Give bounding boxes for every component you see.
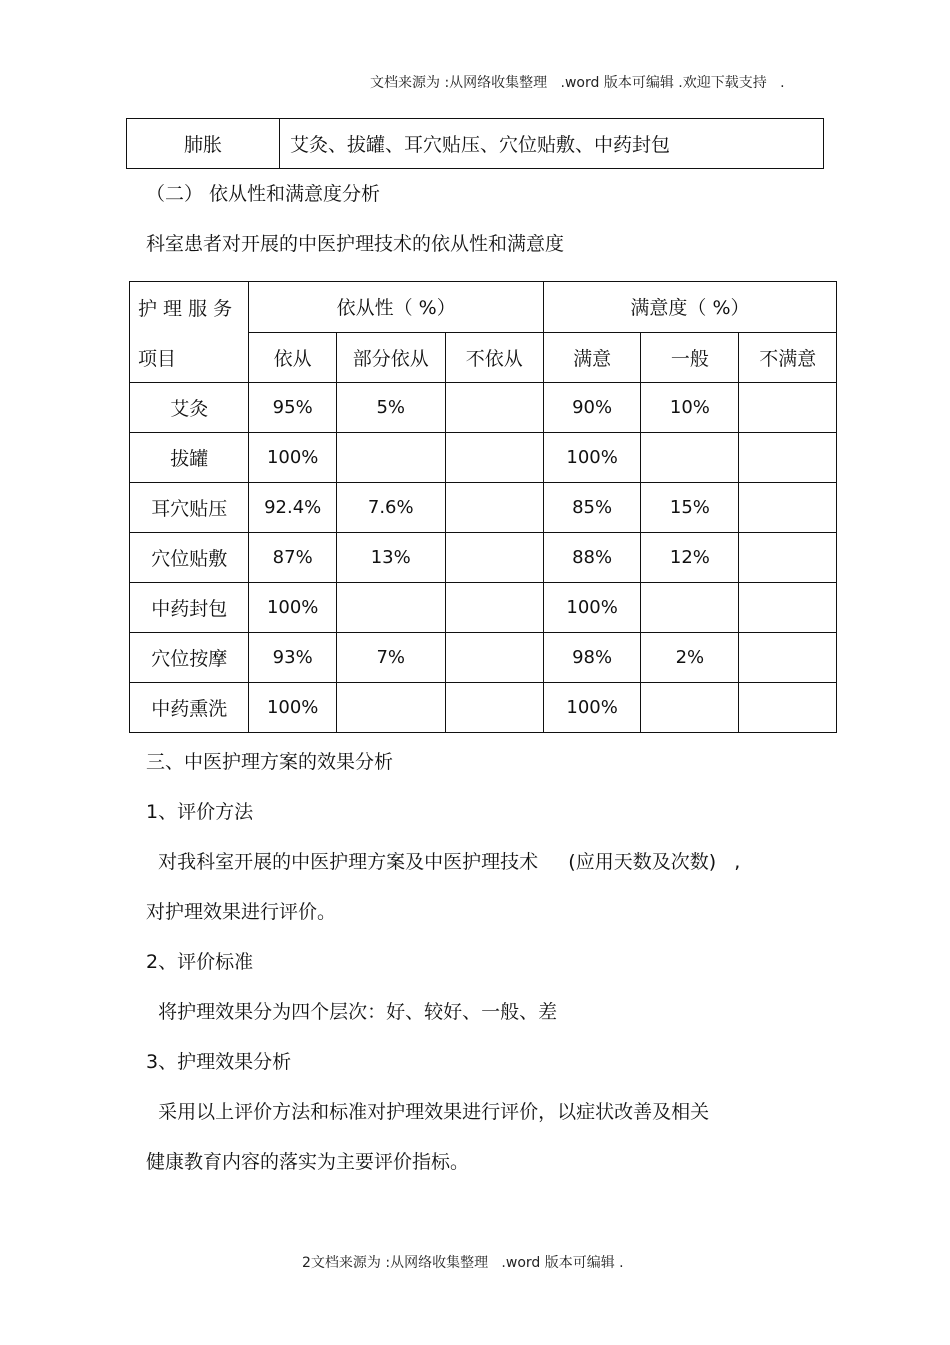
table-header-row bbox=[130, 282, 837, 333]
row-name: 中药封包 bbox=[130, 583, 249, 633]
table-cell bbox=[336, 583, 445, 633]
paragraph-line: 健康教育内容的落实为主要评价指标。 bbox=[146, 1151, 470, 1173]
table-cell: 93% bbox=[249, 633, 337, 683]
subheader-cell: 不满意 bbox=[739, 332, 837, 383]
subheader-cell: 依从 bbox=[249, 332, 337, 383]
item-header-cell bbox=[130, 282, 249, 383]
table-cell: 95% bbox=[249, 383, 337, 433]
table-cell: 100% bbox=[249, 583, 337, 633]
table-caption: 科室患者对开展的中医护理技术的依从性和满意度 bbox=[146, 233, 565, 255]
item-header-line2: 项目 bbox=[138, 348, 177, 370]
row-name: 中药熏洗 bbox=[130, 683, 249, 733]
table-cell bbox=[445, 433, 543, 483]
table-cell: 10% bbox=[641, 383, 739, 433]
subheader-cell: 一般 bbox=[641, 332, 739, 383]
page-footer: 2文档来源为 :从网络收集整理 .word 版本可编辑 . bbox=[302, 1255, 624, 1271]
row-name: 艾灸 bbox=[130, 383, 249, 433]
table-row bbox=[130, 483, 837, 533]
table-cell: 100% bbox=[543, 433, 640, 483]
table-row bbox=[127, 119, 824, 169]
table-row bbox=[130, 433, 837, 483]
item-header-line1: 护 理 服 务 bbox=[138, 298, 233, 320]
table-cell: 7% bbox=[336, 633, 445, 683]
table-cell bbox=[739, 483, 837, 533]
subsection-heading: 2、评价标准 bbox=[146, 951, 254, 973]
satisfaction-header: 满意度（ %） bbox=[543, 282, 836, 333]
table-cell bbox=[445, 633, 543, 683]
table-cell: 100% bbox=[543, 683, 640, 733]
paragraph-line: 将护理效果分为四个层次：好、较好、一般、差 bbox=[146, 1001, 558, 1023]
table-row bbox=[130, 533, 837, 583]
compliance-header: 依从性（ %） bbox=[249, 282, 544, 333]
table-row bbox=[130, 633, 837, 683]
table-cell: 88% bbox=[543, 533, 640, 583]
table-cell bbox=[641, 583, 739, 633]
table-cell bbox=[641, 433, 739, 483]
table-cell: 13% bbox=[336, 533, 445, 583]
table-row bbox=[130, 583, 837, 633]
section-heading: （二） 依从性和满意度分析 bbox=[146, 183, 381, 205]
paragraph-line: 对我科室开展的中医护理方案及中医护理技术 (应用天数及次数) , bbox=[146, 851, 741, 873]
table-cell bbox=[445, 383, 543, 433]
table-cell: 87% bbox=[249, 533, 337, 583]
continuation-table bbox=[126, 118, 824, 169]
row-name: 拔罐 bbox=[130, 433, 249, 483]
table-cell bbox=[336, 683, 445, 733]
table-cell bbox=[641, 683, 739, 733]
table-cell bbox=[739, 533, 837, 583]
table-cell bbox=[336, 433, 445, 483]
paragraph-line: 采用以上评价方法和标准对护理效果进行评价，以症状改善及相关 bbox=[146, 1101, 710, 1123]
table-cell bbox=[445, 483, 543, 533]
table-cell: 100% bbox=[543, 583, 640, 633]
table-cell: 100% bbox=[249, 433, 337, 483]
table-cell: 5% bbox=[336, 383, 445, 433]
table-cell: 12% bbox=[641, 533, 739, 583]
subsection-heading: 1、评价方法 bbox=[146, 801, 254, 823]
table-cell: 98% bbox=[543, 633, 640, 683]
row-name: 耳穴贴压 bbox=[130, 483, 249, 533]
table-cell bbox=[739, 383, 837, 433]
row-name: 穴位贴敷 bbox=[130, 533, 249, 583]
table-cell bbox=[445, 683, 543, 733]
table-cell: 15% bbox=[641, 483, 739, 533]
subheader-cell: 部分依从 bbox=[336, 332, 445, 383]
table-cell: 肺胀 bbox=[127, 119, 280, 169]
compliance-satisfaction-table bbox=[129, 281, 837, 733]
table-cell: 90% bbox=[543, 383, 640, 433]
page-header: 文档来源为 :从网络收集整理 .word 版本可编辑 .欢迎下载支持 . bbox=[370, 75, 785, 91]
subheader-cell: 不依从 bbox=[445, 332, 543, 383]
table-cell bbox=[445, 533, 543, 583]
table-cell bbox=[445, 583, 543, 633]
table-cell bbox=[739, 683, 837, 733]
table-cell: 艾灸、拔罐、耳穴贴压、穴位贴敷、中药封包 bbox=[280, 119, 824, 169]
table-cell: 7.6% bbox=[336, 483, 445, 533]
table-row bbox=[130, 683, 837, 733]
table-cell: 100% bbox=[249, 683, 337, 733]
section-heading: 三、中医护理方案的效果分析 bbox=[146, 751, 394, 773]
table-cell: 92.4% bbox=[249, 483, 337, 533]
table-cell bbox=[739, 433, 837, 483]
table-cell: 85% bbox=[543, 483, 640, 533]
table-cell bbox=[739, 583, 837, 633]
table-cell: 2% bbox=[641, 633, 739, 683]
paragraph-line: 对护理效果进行评价。 bbox=[146, 901, 337, 923]
table-cell bbox=[739, 633, 837, 683]
row-name: 穴位按摩 bbox=[130, 633, 249, 683]
subheader-cell: 满意 bbox=[543, 332, 640, 383]
table-row bbox=[130, 383, 837, 433]
subsection-heading: 3、护理效果分析 bbox=[146, 1051, 292, 1073]
